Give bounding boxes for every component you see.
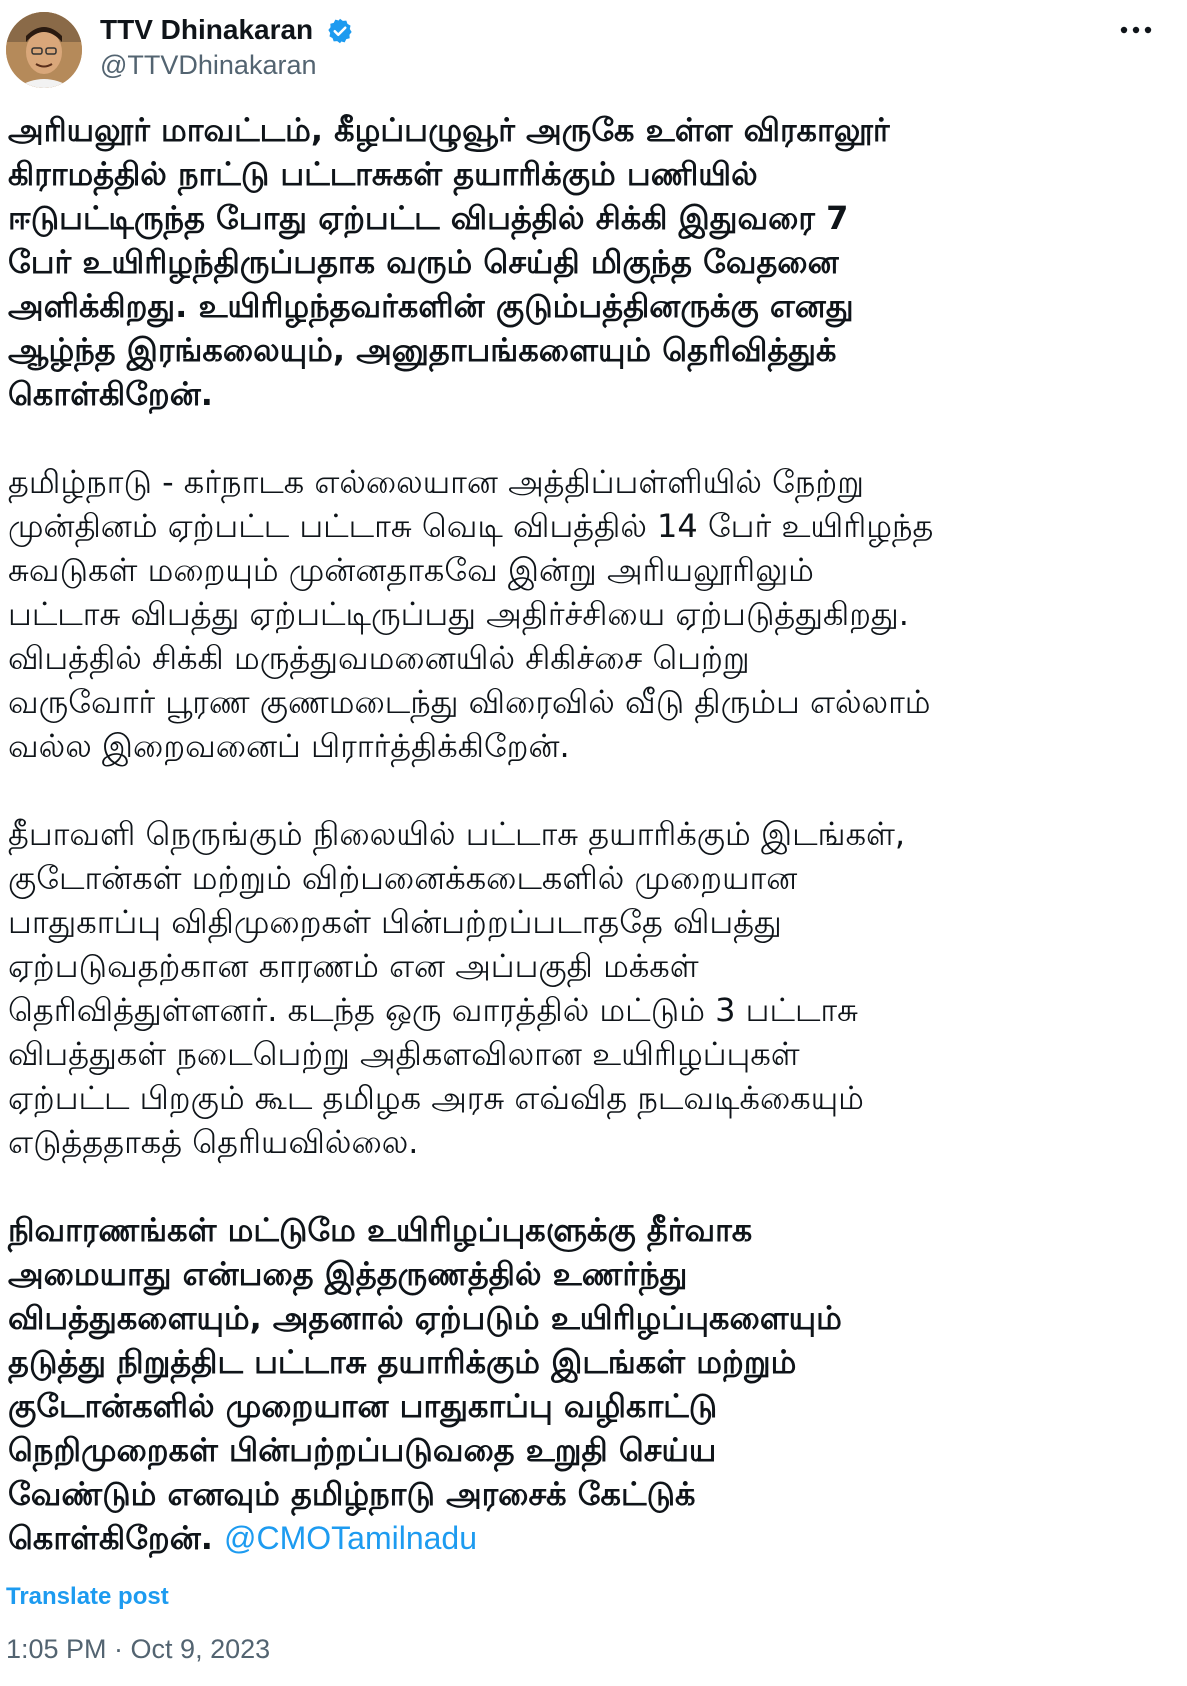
text-line: தமிழ்நாடு - கர்நாடக எல்லையான அத்திப்பள்ளியில் நேற்று bbox=[8, 463, 864, 501]
paragraph-gap bbox=[8, 768, 1183, 812]
text-line: வேண்டும் எனவும் தமிழ்நாடு அரசைக் கேட்டுக் bbox=[8, 1475, 696, 1513]
text-line: நெறிமுறைகள் பின்பற்றப்படுவதை உறுதி செய்ய bbox=[8, 1431, 717, 1469]
text-line: பேர் உயிரிழந்திருப்பதாக வரும் செய்தி மிகுந்த வேதனை bbox=[8, 243, 839, 281]
text-line: எடுத்ததாகத் தெரியவில்லை. bbox=[8, 1123, 419, 1161]
more-horizontal-icon bbox=[1114, 18, 1158, 42]
author-name[interactable]: TTV Dhinakaran bbox=[100, 14, 314, 45]
text-line: தடுத்து நிறுத்திட பட்டாசு தயாரிக்கும் இடங்கள் மற்றும் bbox=[8, 1343, 797, 1381]
text-line: விபத்துகள் நடைபெற்று அதிகளவிலான உயிரிழப்புகள் bbox=[8, 1035, 800, 1073]
paragraph-attibele-accident bbox=[8, 460, 1183, 768]
text-line: அளிக்கிறது. உயிரிழந்தவர்களின் குடும்பத்தினருக்கு எனது bbox=[8, 287, 854, 325]
text-line: தெரிவித்துள்ளனர். கடந்த ஒரு வாரத்தில் மட்டும் 3 பட்டாசு bbox=[8, 991, 858, 1029]
avatar[interactable] bbox=[6, 12, 82, 88]
text-line: அரியலூர் மாவட்டம், கீழப்பழுவூர் அருகே உள்ள விரகாலூர் bbox=[8, 111, 890, 149]
text-line: விபத்தில் சிக்கி மருத்துவமனையில் சிகிச்சை பெற்று bbox=[8, 639, 750, 677]
paragraph-government-request bbox=[8, 1208, 1183, 1560]
verified-badge-icon bbox=[326, 17, 354, 45]
post-timestamp[interactable]: 1:05 PM · Oct 9, 2023 bbox=[6, 1634, 271, 1664]
avatar-portrait-icon bbox=[6, 12, 82, 88]
tweet-header bbox=[0, 0, 1187, 100]
text-line: அமையாது என்பதை இத்தருணத்தில் உணர்ந்து bbox=[8, 1255, 688, 1293]
paragraph-gap bbox=[8, 1164, 1183, 1208]
text-line: ஏற்பட்ட பிறகும் கூட தமிழக அரசு எவ்வித நடவடிக்கையும் bbox=[8, 1079, 864, 1117]
text-line: சுவடுகள் மறையும் முன்னதாகவே இன்று அரியலூரிலும் bbox=[8, 551, 814, 589]
text-line: ஏற்படுவதற்கான காரணம் என அப்பகுதி மக்கள் bbox=[8, 947, 699, 985]
text-line: நிவாரணங்கள் மட்டுமே உயிரிழப்புகளுக்கு தீர்வாக bbox=[8, 1211, 753, 1249]
mention-link[interactable]: @CMOTamilnadu bbox=[224, 1520, 478, 1556]
text-line: வல்ல இறைவனைப் பிரார்த்திக்கிறேன். bbox=[8, 727, 570, 765]
text-line: பாதுகாப்பு விதிமுறைகள் பின்பற்றப்படாததே விபத்து bbox=[8, 903, 782, 941]
last-line-text: கொள்கிறேன். bbox=[8, 1519, 213, 1557]
text-line: தீபாவளி நெருங்கும் நிலையில் பட்டாசு தயாரிக்கும் இடங்கள், bbox=[8, 815, 906, 853]
tweet-text bbox=[8, 108, 1183, 1560]
text-line: குடோன்கள் மற்றும் விற்பனைக்கடைகளில் முறையான bbox=[8, 859, 798, 897]
text-line: கொள்கிறேன். bbox=[8, 375, 213, 413]
text-line: கிராமத்தில் நாட்டு பட்டாசுகள் தயாரிக்கும் பணியில் bbox=[8, 155, 758, 193]
more-options-button[interactable] bbox=[1114, 18, 1158, 42]
translate-post-link[interactable]: Translate post bbox=[6, 1583, 169, 1610]
text-line: வருவோர் பூரண குணமடைந்து விரைவில் வீடு திரும்ப எல்லாம் bbox=[8, 683, 931, 721]
text-line: விபத்துகளையும், அதனால் ஏற்படும் உயிரிழப்புகளையும் bbox=[8, 1299, 842, 1337]
text-line: பட்டாசு விபத்து ஏற்பட்டிருப்பது அதிர்ச்சியை ஏற்படுத்துகிறது. bbox=[8, 595, 909, 633]
text-line: ஆழ்ந்த இரங்கலையும், அனுதாபங்களையும் தெரிவித்துக் bbox=[8, 331, 837, 369]
text-line: ஈடுபட்டிருந்த போது ஏற்பட்ட விபத்தில் சிக்கி இதுவரை 7 bbox=[8, 199, 849, 237]
author-handle[interactable]: @TTVDhinakaran bbox=[100, 50, 317, 80]
text-line: குடோன்களில் முறையான பாதுகாப்பு வழிகாட்டு bbox=[8, 1387, 718, 1425]
paragraph-safety-concerns bbox=[8, 812, 1183, 1164]
paragraph-condolence bbox=[8, 108, 1183, 416]
text-line: முன்தினம் ஏற்பட்ட பட்டாசு வெடி விபத்தில் 14 பேர் உயிரிழந்த bbox=[8, 507, 934, 545]
last-line bbox=[8, 1516, 1183, 1560]
paragraph-gap bbox=[8, 416, 1183, 460]
